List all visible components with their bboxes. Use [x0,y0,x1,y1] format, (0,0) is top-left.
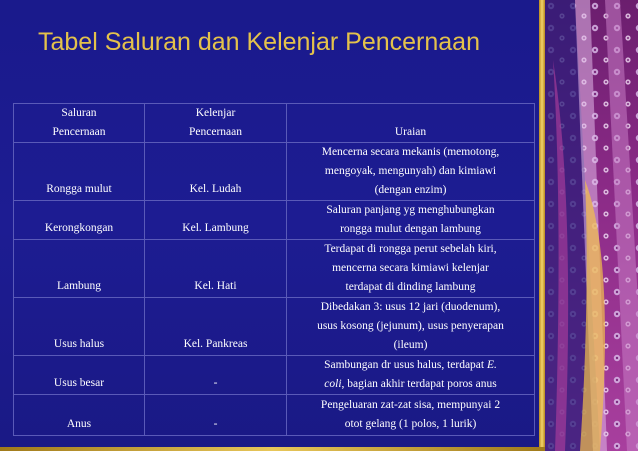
cell-uraian: Saluran panjang yg menghubungkan rongga mulut dengan lambung [287,201,535,240]
slide-title: Tabel Saluran dan Kelenjar Pencernaan [38,28,480,56]
table-row [14,143,535,201]
table-row [14,240,535,298]
cell-kelenjar: Kel. Ludah [145,143,287,201]
gold-bottom-strip [0,447,545,451]
cell-kelenjar: Kel. Lambung [145,201,287,240]
floral-pattern-graphic [545,0,638,451]
header-uraian: Uraian [287,104,535,143]
cell-uraian: Dibedakan 3: usus 12 jari (duodenum), usus kosong (jejunum), usus penyerapan (ileum) [287,298,535,356]
header-saluran: Saluran Pencernaan [14,104,145,143]
decorative-pattern-panel [545,0,638,451]
table-row [14,356,535,395]
cell-saluran: Usus besar [14,356,145,395]
cell-uraian: Sambungan dr usus halus, terdapat E. coli, bagian akhir terdapat poros anus [287,356,535,395]
table-row [14,298,535,356]
cell-saluran: Lambung [14,240,145,298]
header-kelenjar: Kelenjar Pencernaan [145,104,287,143]
cell-saluran: Anus [14,395,145,436]
cell-saluran: Kerongkongan [14,201,145,240]
cell-kelenjar: Kel. Pankreas [145,298,287,356]
cell-uraian: Mencerna secara mekanis (memotong, mengoyak, mengunyah) dan kimiawi (dengan enzim) [287,143,535,201]
table-header-row [14,104,535,143]
cell-kelenjar: - [145,395,287,436]
table-row [14,395,535,436]
cell-uraian: Pengeluaran zat-zat sisa, mempunyai 2 otot gelang (1 polos, 1 lurik) [287,395,535,436]
cell-kelenjar: Kel. Hati [145,240,287,298]
digestive-table [13,103,535,436]
cell-saluran: Usus halus [14,298,145,356]
table-row [14,201,535,240]
cell-kelenjar: - [145,356,287,395]
cell-saluran: Rongga mulut [14,143,145,201]
cell-uraian: Terdapat di rongga perut sebelah kiri, mencerna secara kimiawi kelenjar terdapat di dinding lambung [287,240,535,298]
